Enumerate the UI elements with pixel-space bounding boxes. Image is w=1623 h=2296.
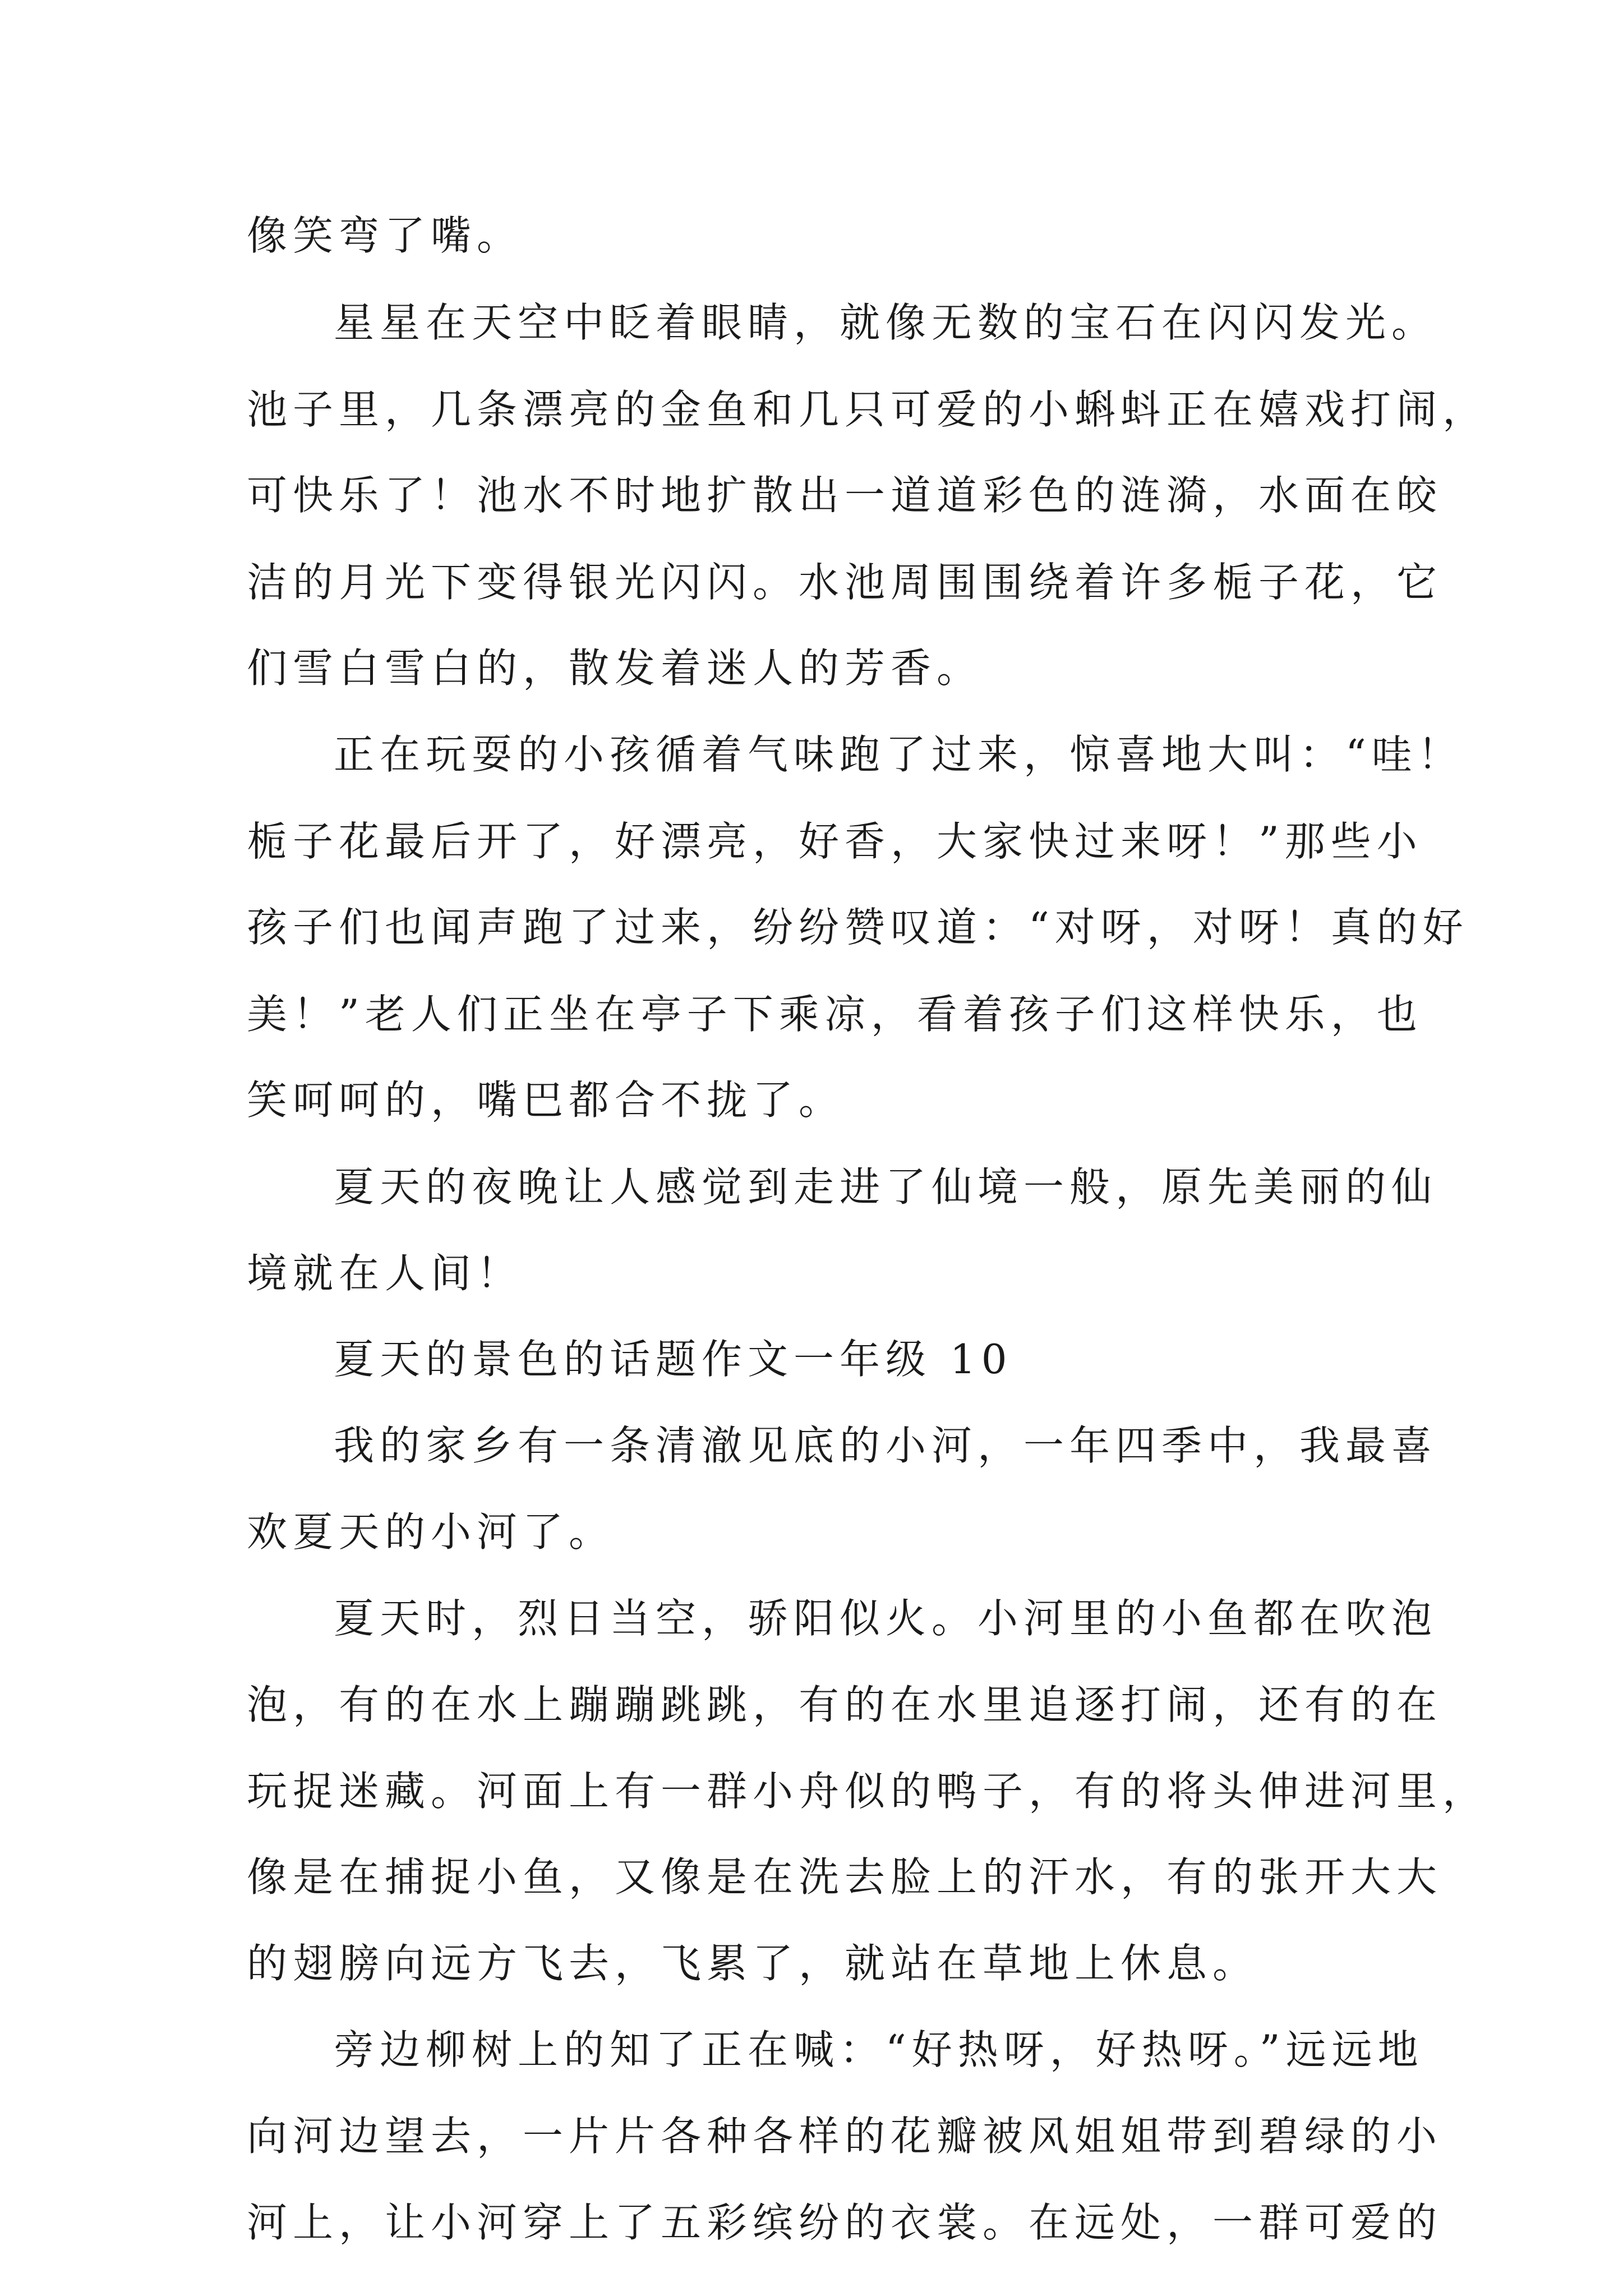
text-line: 夏天的夜晚让人感觉到走进了仙境一般，原先美丽的仙	[334, 1163, 1438, 1211]
text-line: 境就在人间！	[247, 1250, 523, 1297]
text-line: 栀子花最后开了，好漂亮，好香，大家快过来呀！”那些小	[247, 818, 1423, 865]
text-line: 可快乐了！池水不时地扩散出一道道彩色的涟漪，水面在皎	[247, 472, 1443, 519]
text-line: 像笑弯了嘴。	[247, 212, 523, 259]
text-line: 洁的月光下变得银光闪闪。水池周围围绕着许多栀子花，它	[247, 559, 1443, 606]
text-line: 的翅膀向远方飞去，飞累了，就站在草地上休息。	[247, 1940, 1259, 1987]
text-line: 泡，有的在水上蹦蹦跳跳，有的在水里追逐打闹，还有的在	[247, 1681, 1443, 1728]
text-line: 美！”老人们正坐在亭子下乘凉，看着孩子们这样快乐，也	[247, 991, 1423, 1038]
text-line: 星星在天空中眨着眼睛，就像无数的宝石在闪闪发光。	[334, 299, 1438, 346]
text-line: 我的家乡有一条清澈见底的小河，一年四季中，我最喜	[334, 1422, 1438, 1469]
text-line: 河上，让小河穿上了五彩缤纷的衣裳。在远处，一群可爱的	[247, 2199, 1443, 2246]
section-heading: 夏天的景色的话题作文一年级 10	[334, 1336, 1013, 1383]
text-line: 玩捉迷藏。河面上有一群小舟似的鸭子，有的将头伸进河里，	[247, 1768, 1489, 1815]
text-line: 夏天时，烈日当空，骄阳似火。小河里的小鱼都在吹泡	[334, 1595, 1438, 1642]
text-line: 笑呵呵的，嘴巴都合不拢了。	[247, 1076, 845, 1124]
text-line: 正在玩耍的小孩循着气味跑了过来，惊喜地大叫：“哇！	[334, 731, 1464, 778]
text-line: 旁边柳树上的知了正在喊：“好热呀，好热呀。”远远地	[334, 2026, 1424, 2073]
text-line: 池子里，几条漂亮的金鱼和几只可爱的小蝌蚪正在嬉戏打闹，	[247, 386, 1489, 433]
text-line: 向河边望去，一片片各种各样的花瓣被风姐姐带到碧绿的小	[247, 2113, 1443, 2160]
text-line: 欢夏天的小河了。	[247, 1508, 615, 1556]
text-line: 像是在捕捉小鱼，又像是在洗去脸上的汗水，有的张开大大	[247, 1853, 1443, 1901]
text-line: 孩子们也闻声跑了过来，纷纷赞叹道：“对呀，对呀！真的好	[247, 904, 1469, 951]
text-line: 们雪白雪白的，散发着迷人的芳香。	[247, 645, 983, 692]
